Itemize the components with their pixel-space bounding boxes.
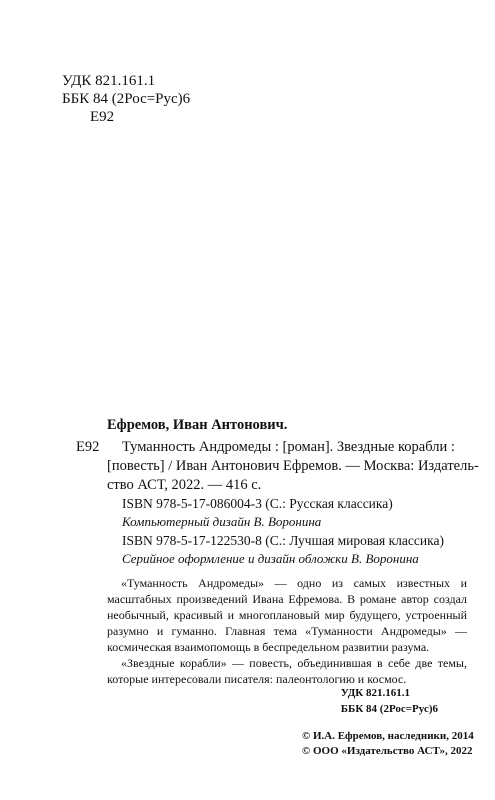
catalog-author-mark: Е92: [76, 439, 100, 455]
catalog-entry-line-1: Туманность Андромеды : [роман]. Звездные корабли :: [122, 439, 455, 455]
catalog-entry-line-3: ство АСТ, 2022. — 416 с.: [107, 477, 262, 493]
annotation-paragraph-2: «Звездные корабли» — повесть, объединившая в себе две темы, которые интересовали писателя: палеонтологию и космос.: [107, 656, 467, 686]
copyright-line-2: © ООО «Издательство АСТ», 2022: [302, 745, 473, 757]
author-mark: Е92: [90, 109, 115, 125]
bottom-codes: [341, 685, 438, 717]
isbn-1-note: Компьютерный дизайн В. Воронина: [122, 514, 322, 529]
bbk-code: ББК 84 (2Рос=Рус)6: [62, 91, 191, 107]
copyright-line-1: © И.А. Ефремов, наследники, 2014: [302, 730, 474, 742]
udk-code: УДК 821.161.1: [62, 73, 156, 89]
isbn-1: ISBN 978-5-17-086004-3 (С.: Русская классика): [122, 496, 393, 511]
annotation-paragraph-1: «Туманность Андромеды» — одно из самых известных и масштабных произведений Ивана Ефремова. В романе автор создал необычный, красивый и многоплановый мир будущего, устроенный разумно и гуманно. Главная тема «Туманности Андромеды» — космическая взаимопомощь в беспредельном развитии разума.: [107, 576, 467, 654]
bottom-udk: УДК 821.161.1: [340, 687, 411, 699]
copyright: [302, 729, 474, 759]
catalog-author: Ефремов, Иван Антонович.: [107, 417, 288, 433]
catalog-entry-line-2: [повесть] / Иван Антонович Ефремов. — Москва: Издатель-: [107, 458, 479, 474]
bottom-bbk: ББК 84 (2Рос=Рус)6: [340, 703, 438, 715]
isbn-2-note: Серийное оформление и дизайн обложки В. Воронина: [122, 551, 419, 566]
annotation: [107, 575, 467, 687]
isbn-2: ISBN 978-5-17-122530-8 (С.: Лучшая мировая классика): [122, 533, 444, 548]
